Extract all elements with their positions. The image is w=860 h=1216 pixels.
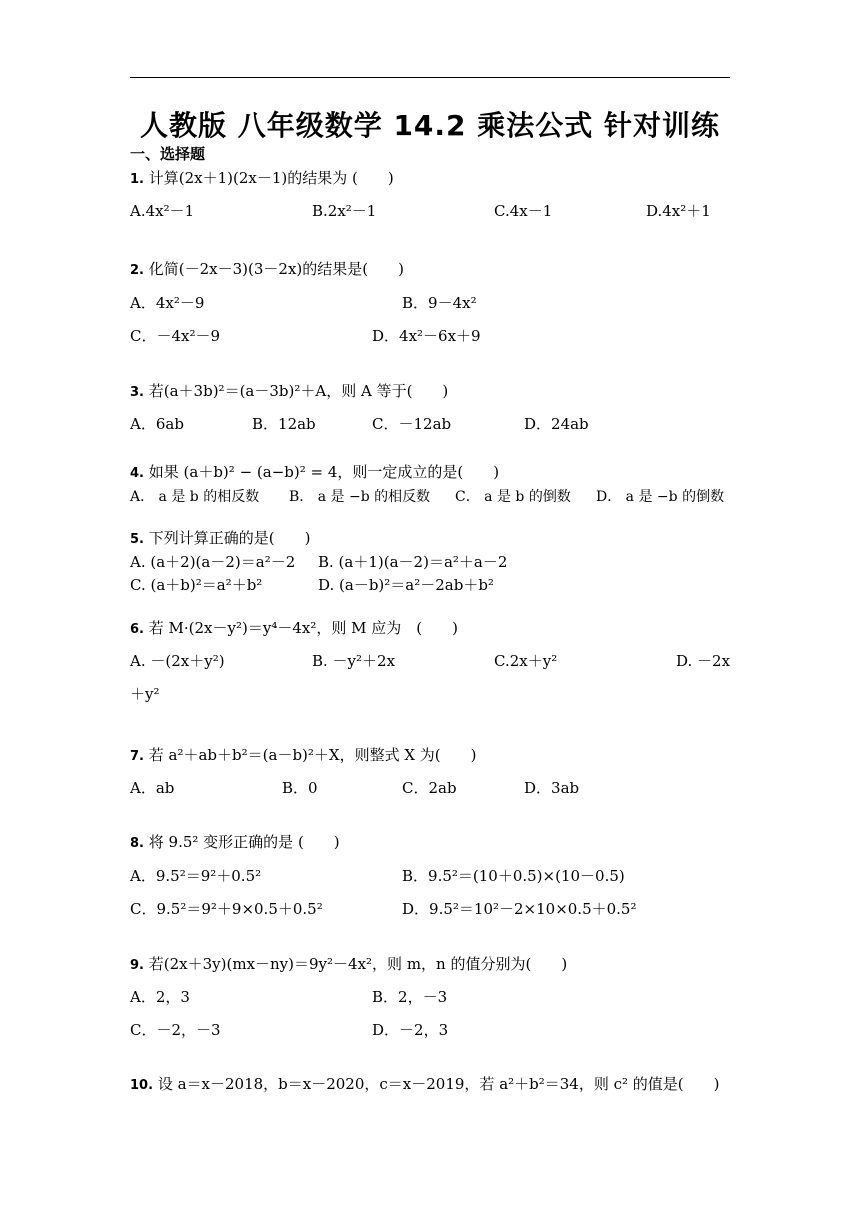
question-stem: 计算(2x＋1)(2x－1)的结果为 ( )	[148, 169, 394, 187]
q2-option-a: A．4x²－9	[130, 294, 205, 312]
question-stem: 将 9.5² 变形正确的是 ( )	[148, 833, 340, 851]
question-number: 5.	[130, 532, 144, 547]
q8-option-a: A．9.5²＝9²＋0.5²	[130, 867, 262, 885]
question-4	[130, 462, 499, 484]
question-8	[130, 832, 340, 854]
q3-option-b: B．12ab	[252, 415, 316, 433]
q6-option-b: B. －y²＋2x	[312, 652, 396, 670]
q6-option-d: D. －2x	[676, 652, 731, 670]
q4-option-b: B． a 是 −b 的相反数	[289, 489, 431, 505]
question-number: 8.	[130, 836, 144, 851]
question-stem: 下列计算正确的是( )	[148, 529, 311, 547]
q7-option-c: C．2ab	[402, 779, 457, 797]
q6-option-c: C.2x＋y²	[494, 652, 558, 670]
q9-option-b: B．2，－3	[372, 988, 448, 1006]
question-stem: 若(a＋3b)²＝(a－3b)²＋A，则 A 等于( )	[148, 382, 449, 400]
q5-option-a: A. (a＋2)(a－2)＝a²－2	[130, 553, 296, 571]
question-number: 9.	[130, 958, 144, 973]
q4-option-a: A． a 是 b 的相反数	[130, 489, 260, 505]
question-7	[130, 745, 477, 767]
question-stem: 如果 (a＋b)² − (a−b)² = 4，则一定成立的是( )	[148, 463, 500, 481]
q8-option-d: D．9.5²＝10²－2×10×0.5＋0.5²	[402, 900, 637, 918]
question-stem: 若(2x＋3y)(mx－ny)＝9y²－4x²，则 m，n 的值分别为( )	[148, 955, 568, 973]
q4-option-d: D． a 是 −b 的倒数	[596, 489, 725, 505]
q2-option-d: D．4x²－6x＋9	[372, 327, 481, 345]
q6-option-d-continued: ＋y²	[130, 685, 160, 703]
q7-option-a: A．ab	[130, 779, 175, 797]
page-title: 人教版 八年级数学 14.2 乘法公式 针对训练	[139, 109, 721, 142]
question-5	[130, 528, 310, 550]
q6-option-a: A. －(2x＋y²)	[130, 652, 225, 670]
question-stem: 化简(－2x－3)(3－2x)的结果是( )	[148, 260, 404, 278]
q1-option-c: C.4x－1	[494, 202, 553, 220]
q8-option-c: C．9.5²＝9²＋9×0.5＋0.5²	[130, 900, 323, 918]
question-stem: 若 a²＋ab＋b²＝(a－b)²＋X，则整式 X 为( )	[148, 746, 477, 764]
q1-option-b: B.2x²－1	[312, 202, 377, 220]
question-10	[130, 1074, 720, 1096]
q2-option-c: C．－4x²－9	[130, 327, 221, 345]
question-number: 2.	[130, 263, 144, 278]
q3-option-c: C．－12ab	[372, 415, 452, 433]
q7-option-b: B．0	[282, 779, 318, 797]
q7-option-d: D．3ab	[524, 779, 580, 797]
question-stem: 设 a＝x－2018，b＝x－2020，c＝x－2019，若 a²＋b²＝34，则 c² 的值是( )	[157, 1075, 720, 1093]
question-2	[130, 259, 404, 281]
question-1	[130, 168, 394, 190]
q9-option-d: D．－2，3	[372, 1021, 449, 1039]
q2-option-b: B．9－4x²	[402, 294, 477, 312]
q1-option-d: D.4x²＋1	[646, 202, 711, 220]
question-number: 3.	[130, 385, 144, 400]
question-6	[130, 618, 458, 640]
q5-option-b: B. (a＋1)(a－2)＝a²＋a－2	[318, 553, 508, 571]
question-9	[130, 954, 567, 976]
question-number: 4.	[130, 466, 144, 481]
question-number: 7.	[130, 749, 144, 764]
q9-option-a: A．2，3	[130, 988, 190, 1006]
header-rule	[130, 77, 730, 78]
q5-option-c: C. (a＋b)²＝a²＋b²	[130, 576, 263, 594]
q4-option-c: C． a 是 b 的倒数	[455, 489, 571, 505]
q3-option-d: D．24ab	[524, 415, 589, 433]
q5-option-d: D. (a－b)²＝a²－2ab＋b²	[318, 576, 494, 594]
question-stem: 若 M·(2x－y²)＝y⁴－4x²，则 M 应为 ( )	[148, 619, 458, 637]
question-number: 6.	[130, 622, 144, 637]
question-3	[130, 381, 448, 403]
q8-option-b: B．9.5²＝(10＋0.5)×(10－0.5)	[402, 867, 625, 885]
question-number: 1.	[130, 172, 144, 187]
q3-option-a: A．6ab	[130, 415, 184, 433]
question-number: 10.	[130, 1078, 154, 1093]
q9-option-c: C．－2，－3	[130, 1021, 221, 1039]
q1-option-a: A.4x²－1	[130, 202, 195, 220]
section-heading: 一、选择题	[130, 145, 206, 163]
